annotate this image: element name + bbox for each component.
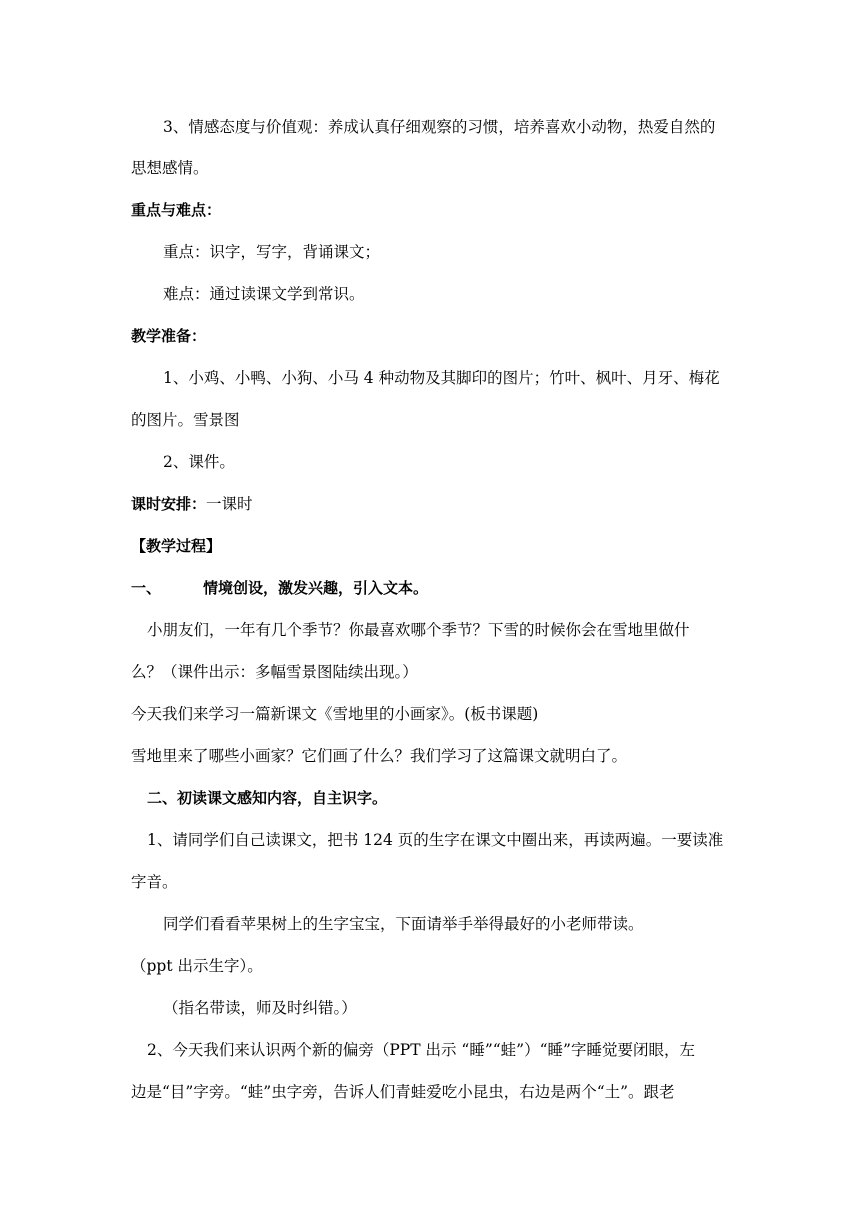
paragraph-line: 1、请同学们自己读课文，把书 124 页的生字在课文中圈出来，再读两遍。一要读准 [147, 831, 724, 849]
paragraph-line: 字音。 [131, 873, 178, 891]
paragraph-line: （指名带读，师及时纠错。） [163, 999, 357, 1017]
paragraph-line: 雪地里来了哪些小画家？它们画了什么？我们学习了这篇课文就明白了。 [131, 747, 628, 765]
schedule-label: 课时安排： [131, 495, 207, 513]
schedule-value: 一课时 [206, 495, 253, 513]
paragraph-line: 难点：通过读课文学到常识。 [163, 285, 365, 303]
step-one-heading [131, 578, 428, 598]
paragraph-line: 边是“目”字旁。“蛙”虫字旁，告诉人们青蛙爱吃小昆虫，右边是两个“土”。跟老 [131, 1083, 675, 1101]
paragraph-line: 重点：识字，写字，背诵课文； [163, 243, 381, 261]
paragraph-line: 1、小鸡、小鸭、小狗、小马 4 种动物及其脚印的图片；竹叶、枫叶、月牙、梅花 [163, 369, 720, 387]
section-heading: 二、初读课文感知内容，自主识字。 [147, 789, 388, 807]
step-number: 一、 [131, 579, 162, 597]
paragraph-line: 2、今天我们来认识两个新的偏旁（PPT 出示 “睡”“蛙”）“睡”字睡觉要闭眼，左 [147, 1041, 695, 1059]
paragraph-line: 小朋友们，一年有几个季节？你最喜欢哪个季节？下雪的时候你会在雪地里做什 [147, 621, 690, 639]
paragraph-line: 思想感情。 [131, 159, 209, 177]
paragraph-line: 2、课件。 [163, 453, 235, 471]
step-title: 情境创设，激发兴趣，引入文本。 [203, 579, 429, 597]
paragraph-line: 3、情感态度与价值观：养成认真仔细观察的习惯，培养喜欢小动物，热爱自然的 [163, 118, 716, 136]
section-heading: 重点与难点： [131, 201, 222, 219]
paragraph-line: 同学们看看苹果树上的生字宝宝，下面请举手举得最好的小老师带读。 [163, 915, 644, 933]
paragraph-line: 今天我们来学习一篇新课文《雪地里的小画家》。(板书课题) [131, 705, 539, 723]
paragraph-line: 的图片。雪景图 [131, 411, 240, 429]
paragraph-line: 么？（课件出示：多幅雪景图陆续出现。） [131, 663, 418, 681]
section-heading: 【教学过程】 [131, 537, 222, 555]
section-heading: 教学准备： [131, 327, 207, 345]
paragraph-line: （ppt 出示生字）。 [131, 957, 263, 975]
schedule-line [131, 494, 253, 514]
